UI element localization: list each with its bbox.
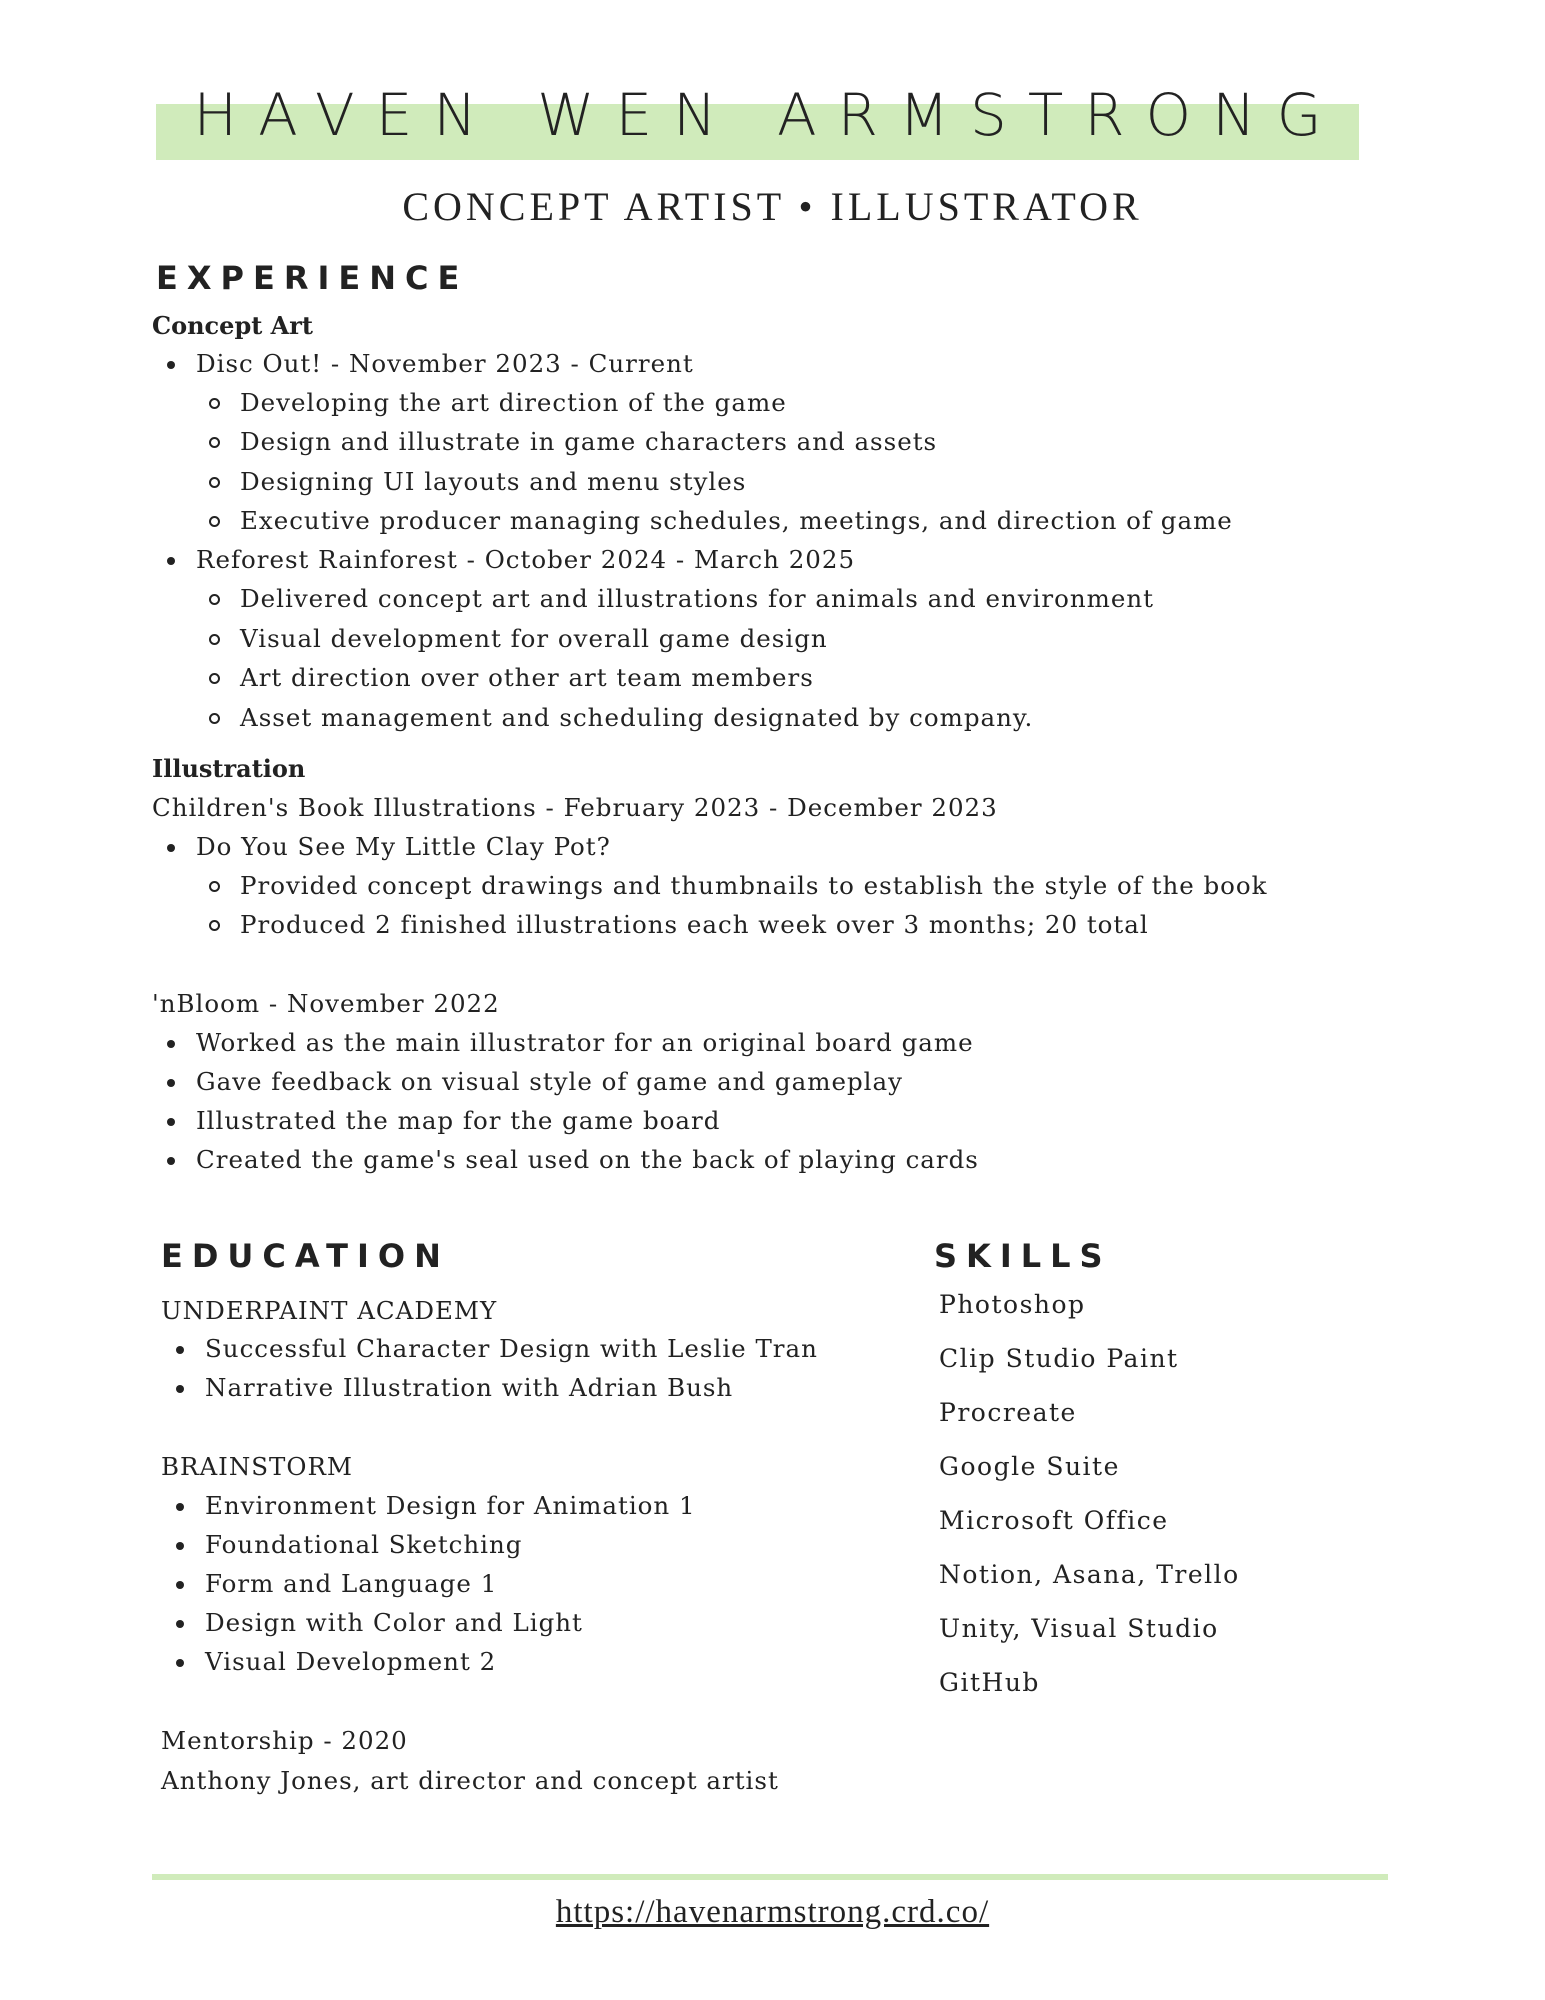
bullet-icon (176, 1581, 184, 1589)
course-item: Visual Development 2 (205, 1647, 497, 1676)
circle-bullet-icon (209, 920, 220, 931)
project-item: Produced 2 finished illustrations each week over 3 months; 20 total (240, 910, 1149, 939)
circle-bullet-icon (209, 713, 220, 724)
circle-bullet-icon (209, 437, 220, 448)
circle-bullet-icon (209, 673, 220, 684)
job-title: Disc Out! - November 2023 - Current (196, 349, 694, 378)
skill-item: Procreate (939, 1398, 1077, 1427)
circle-bullet-icon (209, 881, 220, 892)
course-item: Narrative Illustration with Adrian Bush (205, 1373, 734, 1402)
education-heading: EDUCATION (161, 1237, 450, 1275)
job-item: Visual development for overall game design (240, 624, 828, 653)
skills-heading: SKILLS (934, 1237, 1112, 1275)
skill-item: Google Suite (939, 1452, 1120, 1481)
job-title: Reforest Rainforest - October 2024 - March 2025 (196, 545, 856, 574)
school-name: BRAINSTORM (161, 1452, 354, 1481)
project-item: Gave feedback on visual style of game and gameplay (196, 1067, 903, 1096)
illustration-subheading: Illustration (152, 754, 306, 783)
job-item: Delivered concept art and illustrations for animals and environment (240, 584, 1155, 613)
course-item: Foundational Sketching (205, 1530, 523, 1559)
project-item: Provided concept drawings and thumbnails to establish the style of the book (240, 871, 1268, 900)
project-title: 'nBloom - November 2022 (152, 989, 500, 1018)
job-item: Developing the art direction of the game (240, 388, 787, 417)
circle-bullet-icon (209, 398, 220, 409)
mentorship-detail: Anthony Jones, art director and concept artist (161, 1766, 779, 1795)
experience-heading: EXPERIENCE (156, 259, 469, 297)
job-item: Designing UI layouts and menu styles (240, 467, 747, 496)
portfolio-link[interactable]: https://havenarmstrong.crd.co/ (555, 1894, 990, 1930)
bullet-icon (176, 1503, 184, 1511)
circle-bullet-icon (209, 594, 220, 605)
skill-item: Unity, Visual Studio (939, 1614, 1219, 1643)
bullet-icon (167, 1040, 175, 1048)
bullet-icon (167, 557, 175, 565)
skill-item: GitHub (939, 1668, 1040, 1697)
course-item: Form and Language 1 (205, 1569, 498, 1598)
course-item: Environment Design for Animation 1 (205, 1491, 696, 1520)
bullet-icon (167, 1079, 175, 1087)
job-item: Executive producer managing schedules, meetings, and direction of game (240, 506, 1233, 535)
project-title: Children's Book Illustrations - February 2023 - December 2023 (152, 793, 998, 822)
bullet-icon (167, 1157, 175, 1165)
bullet-icon (167, 361, 175, 369)
bullet-icon (176, 1385, 184, 1393)
school-name: UNDERPAINT ACADEMY (161, 1296, 498, 1325)
course-item: Design with Color and Light (205, 1608, 583, 1637)
skill-item: Microsoft Office (939, 1506, 1169, 1535)
book-title: Do You See My Little Clay Pot? (196, 832, 611, 861)
bullet-icon (176, 1620, 184, 1628)
candidate-name: HAVEN WEN ARMSTRONG (193, 81, 1343, 149)
project-item: Worked as the main illustrator for an original board game (196, 1028, 974, 1057)
bullet-icon (167, 1118, 175, 1126)
job-title: CONCEPT ARTIST • ILLUSTRATOR (402, 184, 1143, 229)
concept-art-subheading: Concept Art (152, 311, 314, 340)
bullet-icon (176, 1659, 184, 1667)
project-item: Created the game's seal used on the back of playing cards (196, 1145, 979, 1174)
job-item: Design and illustrate in game characters and assets (240, 427, 938, 456)
course-item: Successful Character Design with Leslie Tran (205, 1334, 818, 1363)
project-item: Illustrated the map for the game board (196, 1106, 721, 1135)
skill-item: Notion, Asana, Trello (939, 1560, 1240, 1589)
skill-item: Clip Studio Paint (939, 1344, 1179, 1373)
circle-bullet-icon (209, 477, 220, 488)
mentorship-title: Mentorship - 2020 (161, 1726, 408, 1755)
circle-bullet-icon (209, 634, 220, 645)
bullet-icon (176, 1346, 184, 1354)
footer-divider (152, 1874, 1388, 1880)
skill-item: Photoshop (939, 1290, 1086, 1319)
bullet-icon (167, 844, 175, 852)
job-item: Art direction over other art team members (240, 663, 814, 692)
bullet-icon (176, 1542, 184, 1550)
circle-bullet-icon (209, 516, 220, 527)
job-item: Asset management and scheduling designated by company. (240, 703, 1034, 732)
